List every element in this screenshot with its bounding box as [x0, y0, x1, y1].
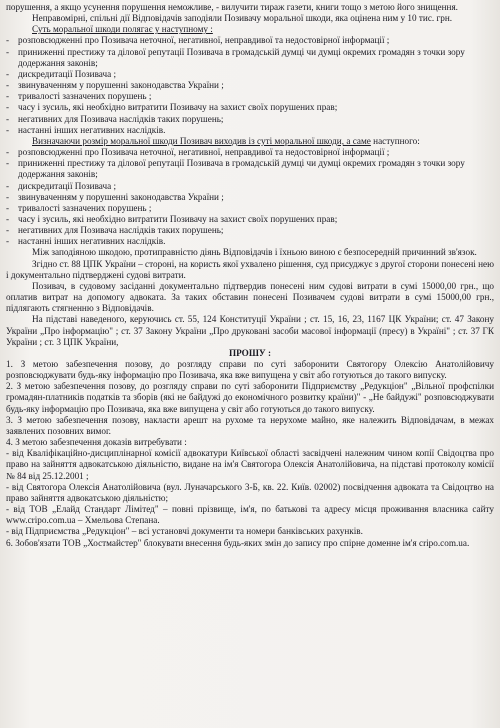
list-item [6, 236, 494, 247]
dash-marker: - [6, 213, 10, 224]
list-item [6, 91, 494, 102]
list-item [6, 80, 494, 91]
dash-marker: - [6, 236, 10, 247]
list-item [6, 102, 494, 113]
list-item [6, 35, 494, 46]
legal-basis-paragraph: На підставі наведеного, керуючись ст. 55, 124 Конституції України ; ст. 15, 16, 23, 1167 ЦК України; ст. 47 Закону України „Про інформацію" ; ст. 37 Закону України „Про друковані засоби масової інформації (пресу) в Україні" ; ст. 37 ГК України ; ст. 3 ЦПК України, [6, 314, 494, 347]
dash-marker: - [6, 113, 10, 124]
costs-paragraph-1: Згідно ст. 88 ЦПК України – стороні, на користь якої ухвалено рішення, суд присуджує з другої сторони понесені нею і документально підтверджені судові витрати. [6, 258, 494, 280]
moral-size-list [6, 147, 494, 247]
dash-marker: - [6, 180, 10, 191]
moral-essence-heading [6, 24, 494, 35]
costs-paragraph-2: Позивач, в судовому засіданні документально підтвердив понесені ним судові витрати в сумі 15000,00 грн., що оплатив витрат на допомогу адвоката. За таких обставин понесені Позивачем судові витрати в сумі 15000,00 грн., підлягають стягненню з Відповідачів. [6, 280, 494, 314]
dash-marker: - [6, 46, 10, 57]
intro-line-1: порушення, а якщо усунення порушення неможливе, - вилучити тираж газети, книги тощо з метою його знищення. [6, 2, 458, 12]
list-item [6, 203, 494, 214]
list-item [6, 225, 494, 236]
list-item-text: розповсюдженні про Позивача неточної, негативної, неправдивої та недостовірної інформації ; [18, 35, 390, 46]
causal-link-paragraph: Між заподіяною шкодою, протиправністю діянь Відповідачів і їхньою виною є безпосередній причинний зв'язок. [32, 247, 477, 258]
evidence-item: - від Кваліфікаційно-дисциплінарної комісії адвокатури Київської області засвідчені належним чином копії Свідоцтва про право на зайняття адвокатською діяльністю, видане на ім'я Святогора Олексія Анатолійовича, на підставі протоколу комісії № 84 від 25.12.2001 ; [6, 448, 494, 481]
dash-marker: - [6, 102, 10, 113]
dash-marker: - [6, 202, 10, 213]
list-item-text: настанні інших негативних наслідків. [18, 236, 166, 247]
evidence-item: - від ТОВ „Елайд Стандарт Лімітед" – повні прізвище, ім'я, по батькові та адресу місця проживання власника сайту www.cripo.com.ua – Хмельова Степана. [6, 504, 494, 526]
list-item-text: звинуваченням у порушенні законодавства України ; [18, 80, 224, 91]
list-item-text: часу і зусиль, які необхідно витратити Позивачу на захист своїх порушених прав; [18, 102, 338, 113]
list-item-text: звинуваченням у порушенні законодавства України ; [18, 191, 224, 202]
list-item [6, 125, 494, 136]
request-item-3: 3. З метою забезпечення позову, накласти арешт на рухоме та нерухоме майно, яке належить Відповідачам, в межах заявлених позовних вимог. [6, 414, 494, 436]
list-item [6, 192, 494, 203]
evidence-item: - від Святогора Олексія Анатолійовича (вул. Луначарського 3-Б, кв. 22. Київ. 02002) посвідчення адвоката та Свідоцтво на право зайняття адвокатською діяльністю; [6, 481, 494, 503]
moral-essence-heading-text: Суть моральної шкоди полягає у наступному : [32, 24, 213, 35]
list-item-text: дискредитації Позивача ; [18, 68, 117, 79]
list-item-text: розповсюдженні про Позивача неточної, негативної, неправдивої та недостовірної інформації ; [18, 147, 390, 158]
dash-marker: - [6, 191, 10, 202]
final-request: 6. Зобов'язати ТОВ „Хостмайстер" блокувати внесення будь-яких змін до запису про спірне доменне ім'я cripo.com.ua. [6, 537, 470, 548]
list-item [6, 69, 494, 80]
list-item-text: приниженні престижу та ділової репутації Позивача в громадській думці чи думці окремих громадян з точки зору додержання законів; [18, 46, 465, 68]
request-heading: ПРОШУ : [228, 347, 272, 358]
moral-essence-list [6, 35, 494, 135]
dash-marker: - [6, 147, 10, 158]
dash-marker: - [6, 35, 10, 46]
dash-marker: - [6, 158, 10, 169]
list-item [6, 147, 494, 158]
list-item-text: тривалості зазначених порушень ; [18, 91, 152, 102]
evidence-heading: 4. З метою забезпечення доказів витребувати : [6, 437, 187, 448]
dash-marker: - [6, 80, 10, 91]
evidence-item: - від Підприємства „Редукціон" – всі установчі документи та номери банківських рахунків. [6, 526, 363, 537]
request-item-1: 1. З метою забезпечення позову, до розгляду справи по суті заборонити Святогору Олексію Анатолійовичу розповсюджувати будь-яку інформацію про Позивача, яка вже випущена у світ або готуються до такого випуску. [6, 359, 494, 381]
list-item-text: настанні інших негативних наслідків. [18, 124, 166, 135]
intro-line-2: Неправомірні, спільні дії Відповідачів заподіяли Позивачу моральної шкоди, яка оцінена ним у 10 тис. грн. [32, 13, 453, 24]
dash-marker: - [6, 225, 10, 236]
request-item-2: 2. З метою забезпечення позову, до розгляду справи по суті заборонити Підприємству „Редукціон" „Вільної профспілки громадян-платників податків та зборів (які не байдужі до економічного розвитку країни)" - „Не байдужі" розповсюджувати будь-яку інформацію про Позивача, яка вже випущена у світ або готуються до такого випуску. [6, 381, 494, 414]
list-item-text: дискредитації Позивача ; [18, 180, 117, 191]
list-item [6, 214, 494, 225]
dash-marker: - [6, 91, 10, 102]
moral-size-heading-rest: наступного: [373, 135, 420, 146]
list-item-text: часу і зусиль, які необхідно витратити Позивачу на захист своїх порушених прав; [18, 213, 338, 224]
dash-marker: - [6, 68, 10, 79]
list-item [6, 181, 494, 192]
list-item-text: негативних для Позивача наслідків таких порушень; [18, 113, 224, 124]
list-item [6, 47, 494, 69]
list-item-text: тривалості зазначених порушень ; [18, 202, 152, 213]
moral-size-heading-underlined: Визначаючи розмір моральної шкоди Позивач виходив із суті моральної шкоди, а саме [32, 135, 371, 146]
list-item-text: приниженні престижу та ділової репутації Позивача в громадській думці чи думці окремих громадян з точки зору додержання законів; [18, 158, 465, 180]
list-item-text: негативних для Позивача наслідків таких порушень; [18, 225, 224, 236]
moral-size-heading [6, 136, 494, 147]
list-item [6, 158, 494, 180]
dash-marker: - [6, 124, 10, 135]
list-item [6, 114, 494, 125]
